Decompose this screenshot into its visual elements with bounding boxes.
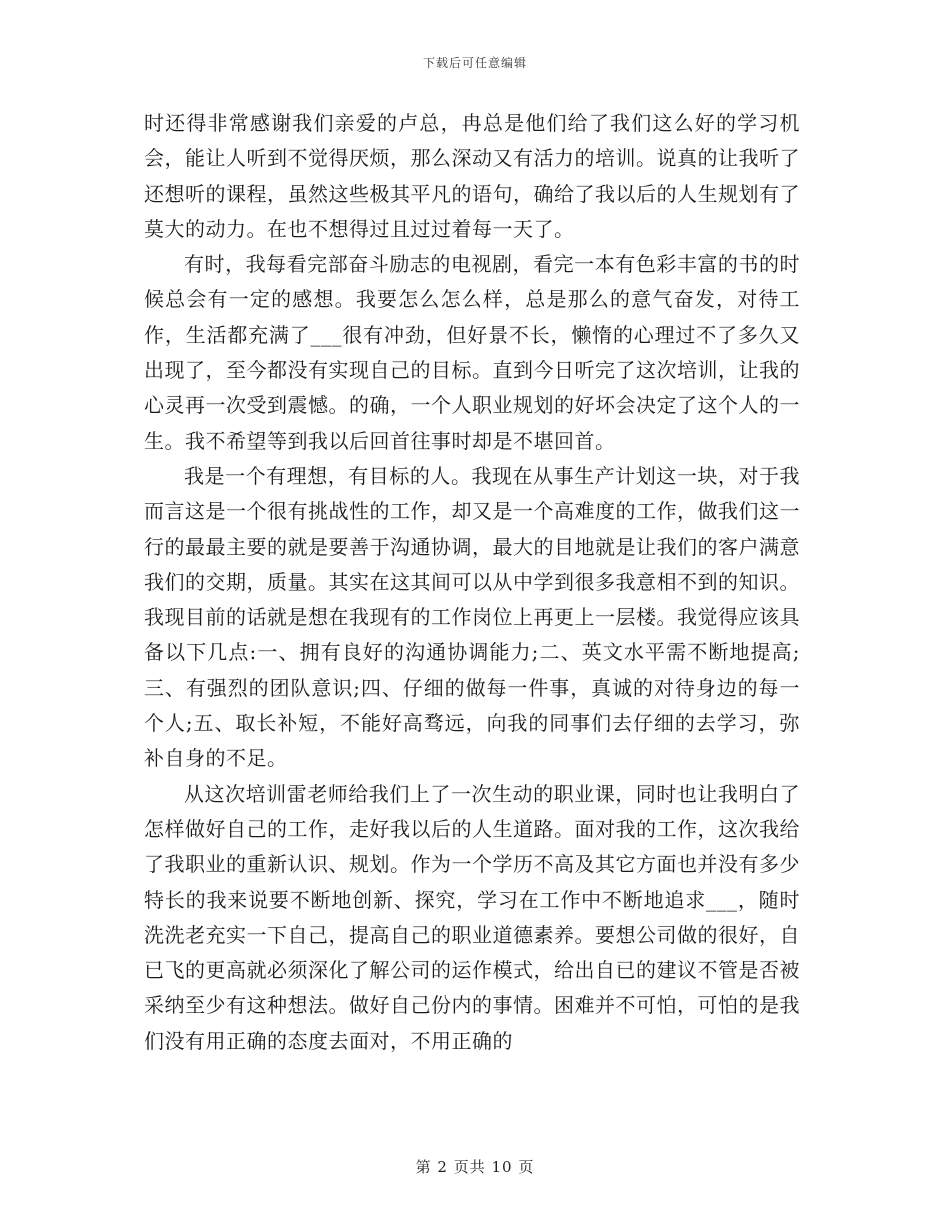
document-body xyxy=(144,106,800,1059)
paragraph-4: 从这次培训雷老师给我们上了一次生动的职业课，同时也让我明白了怎样做好自己的工作，走好我以后的人生道路。面对我的工作，这次我给了我职业的重新认识、规划。作为一个学历不高及其它方面也并没有多少特长的我来说要不断地创新、探究，学习在工作中不断地追求___，随时洗洗老充实一下自己，提高自己的职业道德素养。要想公司做的很好，自已飞的更高就必须深化了解公司的运作模式，给出自已的建议不管是否被采纳至少有这种想法。做好自己份内的事情。困难并不可怕，可怕的是我们没有用正确的态度去面对，不用正确的 xyxy=(144,781,800,1053)
paragraph-1: 时还得非常感谢我们亲爱的卢总，冉总是他们给了我们这么好的学习机会，能让人听到不觉得厌烦，那么深动又有活力的培训。说真的让我听了还想听的课程，虽然这些极其平凡的语句，确给了我以后的人生规划有了莫大的动力。在也不想得过且过过着每一天了。 xyxy=(144,111,800,241)
paragraph-2: 有时，我每看完部奋斗励志的电视剧，看完一本有色彩丰富的书的时候总会有一定的感想。我要怎么怎么样，总是那么的意气奋发，对待工作，生活都充满了___很有冲劲，但好景不长，懒惰的心理过不了多久又出现了，至今都没有实现自己的目标。直到今日听完了这次培训，让我的心灵再一次受到震憾。的确，一个人职业规划的好坏会决定了这个人的一生。我不希望等到我以后回首往事时却是不堪回首。 xyxy=(144,252,800,453)
page-footer: 第 2 页共 10 页 xyxy=(415,1158,535,1176)
paragraph-3: 我是一个有理想，有目标的人。我现在从事生产计划这一块，对于我而言这是一个很有挑战性的工作，却又是一个高难度的工作，做我们这一行的最最主要的就是要善于沟通协调，最大的目地就是让我们的客户满意我们的交期，质量。其实在这其间可以从中学到很多我意相不到的知识。我现目前的话就是想在我现有的工作岗位上再更上一层楼。我觉得应该具备以下几点:一、拥有良好的沟通协调能力;二、英文水平需不断地提高;三、有强烈的团队意识;四、仔细的做每一件事，真诚的对待身边的每一个人;五、取长补短，不能好高骛远，向我的同事们去仔细的去学习，弥补自身的不足。 xyxy=(144,463,800,771)
page-header: 下载后可任意编辑 xyxy=(422,56,527,70)
